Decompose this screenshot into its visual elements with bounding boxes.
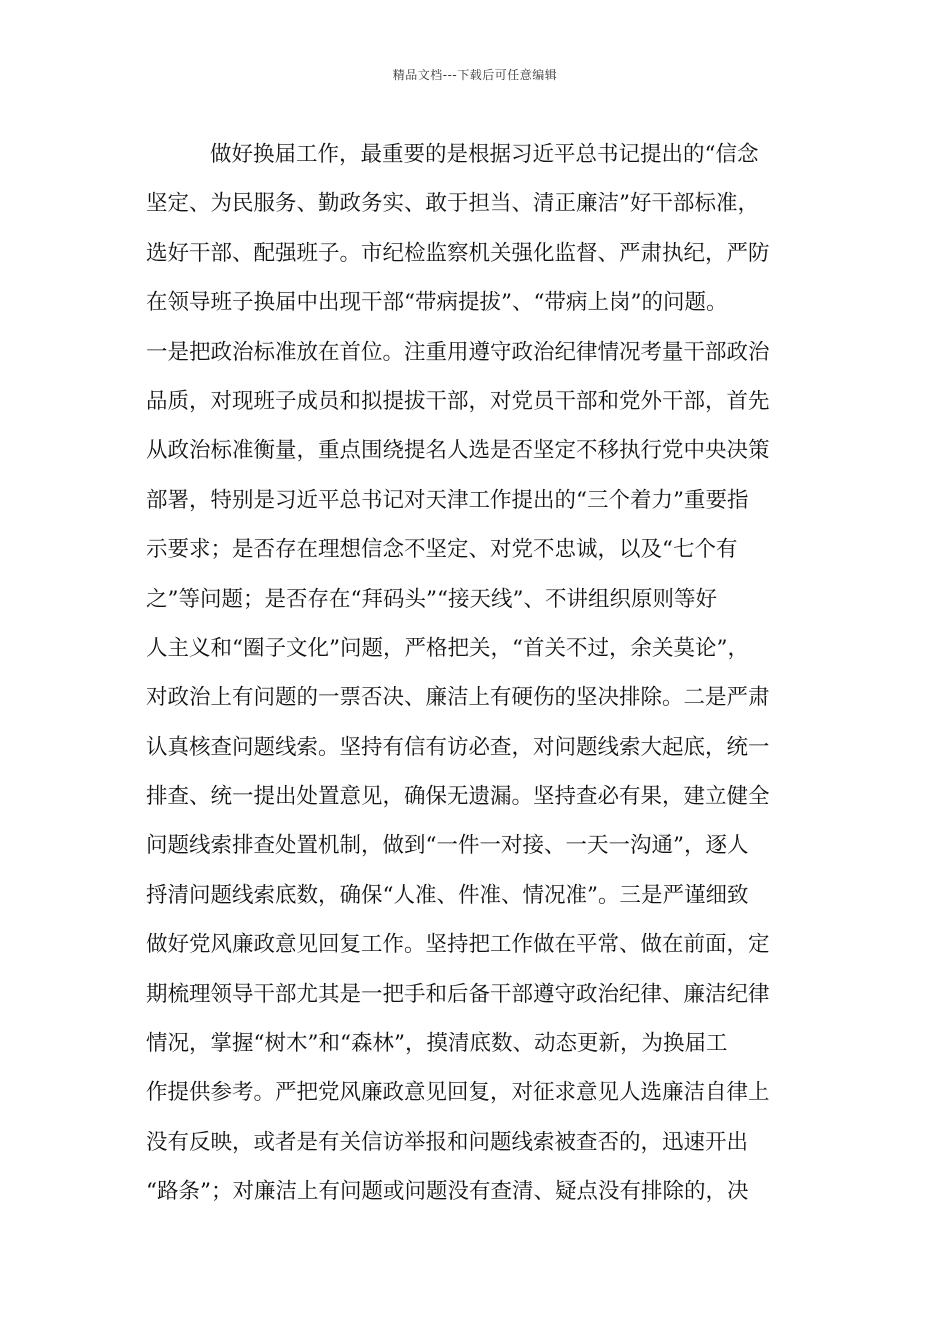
text-line: 作提供参考。严把党风廉政意见回复，对征求意见人选廉洁自律上 [146,1080,770,1106]
text-line: “路条”；对廉洁上有问题或问题没有查清、疑点没有排除的，决 [146,1179,749,1205]
text-line: 部署，特别是习近平总书记对天津工作提出的“三个着力”重要指 [146,487,749,513]
text-line: 品质，对现班子成员和拟提拔干部，对党员干部和党外干部，首先 [146,388,770,414]
text-line: 对政治上有问题的一票否决、廉洁上有硬伤的坚决排除。二是严肃 [146,685,770,711]
text-line: 期梳理领导干部尤其是一把手和后备干部遵守政治纪律、廉洁纪律 [146,981,770,1007]
text-line: 做好党风廉政意见回复工作。坚持把工作做在平常、做在前面，定 [146,932,770,958]
text-line: 问题线索排查处置机制，做到“一件一对接、一天一沟通”，逐人 [146,833,749,859]
text-line: 示要求；是否存在理想信念不坚定、对党不忠诚，以及“七个有 [146,537,738,563]
page-header: 精品文档---下载后可任意编辑 [392,68,558,82]
text-line: 选好干部、配强班子。市纪检监察机关强化监督、严肃执纪，严防 [146,240,770,266]
document-body [146,130,816,1217]
text-line: 捋清问题线索底数，确保“人准、件准、情况准”。三是严谨细致 [146,882,749,908]
text-line: 做好换届工作，最重要的是根据习近平总书记提出的“信念 [210,142,759,167]
text-line: 认真核查问题线索。坚持有信有访必查，对问题线索大起底，统一 [146,734,770,760]
text-line: 坚定、为民服务、勤政务实、敢于担当、清正廉洁”好干部标准， [146,191,759,217]
text-line: 一是把政治标准放在首位。注重用遵守政治纪律情况考量干部政治 [146,339,770,365]
text-line: 从政治标准衡量，重点围绕提名人选是否坚定不移执行党中央决策 [146,438,770,464]
text-line: 排查、统一提出处置意见，确保无遗漏。坚持查必有果，建立健全 [146,784,770,810]
text-line: 没有反映，或者是有关信访举报和问题线索被查否的，迅速开出 [146,1129,749,1155]
text-line: 之”等问题；是否存在“拜码头”“接天线”、不讲组织原则等好 [146,586,717,612]
text-line: 在领导班子换届中出现干部“带病提拔”、“带病上岗”的问题。 [146,290,728,316]
text-line: 人主义和“圈子文化”问题，严格把关，“首关不过，余关莫论”， [146,635,749,661]
text-line: 情况，掌握“树木”和“森林”，摸清底数、动态更新，为换届工 [146,1031,728,1057]
